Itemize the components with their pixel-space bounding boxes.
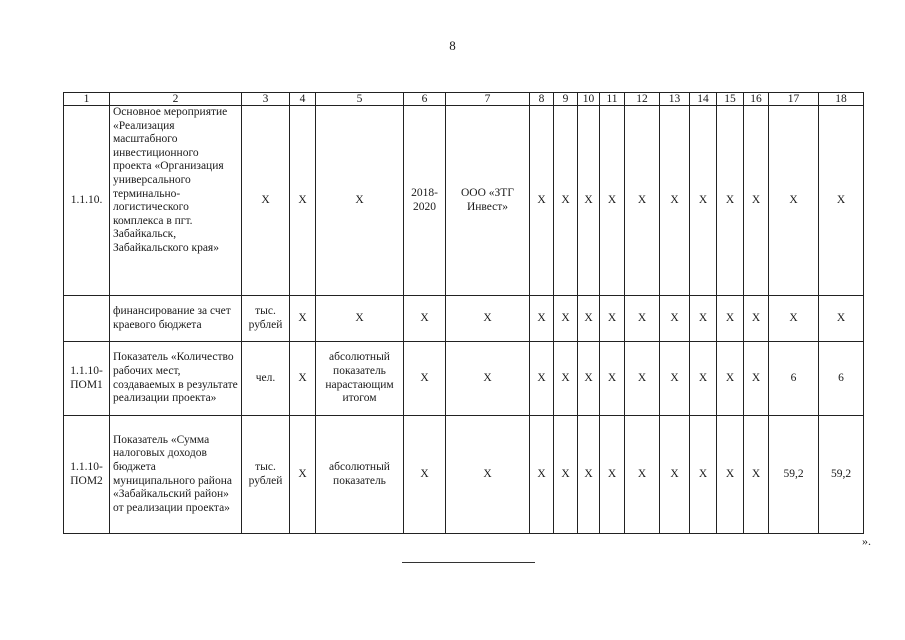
table-cell: абсолютный показатель нарастающим итогом xyxy=(316,342,404,416)
header-cell: 4 xyxy=(290,93,316,106)
table-cell: X xyxy=(600,416,625,534)
table-cell: X xyxy=(625,416,660,534)
header-cell: 16 xyxy=(744,93,769,106)
table-cell: 6 xyxy=(819,342,864,416)
table-cell: X xyxy=(530,416,554,534)
table-cell: X xyxy=(530,296,554,342)
table-cell: X xyxy=(578,106,600,296)
table-cell: X xyxy=(744,106,769,296)
table-cell: X xyxy=(404,296,446,342)
header-cell: 12 xyxy=(625,93,660,106)
table-cell: X xyxy=(578,342,600,416)
table-cell: X xyxy=(717,416,744,534)
table-cell: X xyxy=(530,342,554,416)
table-cell: X xyxy=(660,296,690,342)
table-cell: X xyxy=(625,296,660,342)
table-cell: 59,2 xyxy=(819,416,864,534)
table-row xyxy=(64,296,864,342)
header-cell: 6 xyxy=(404,93,446,106)
header-cell: 3 xyxy=(242,93,290,106)
table-cell: X xyxy=(717,342,744,416)
table-cell: X xyxy=(316,296,404,342)
table-cell: X xyxy=(819,296,864,342)
table-cell: X xyxy=(554,416,578,534)
table-cell: X xyxy=(242,106,290,296)
table-cell: X xyxy=(744,342,769,416)
row-description: Основное мероприятие «Реализация масштабного инвестиционного проекта «Организация универсального терминально-логистического комплекса в пгт. Забайкальск, Забайкальского края» xyxy=(110,106,242,296)
table-cell: X xyxy=(690,106,717,296)
table-cell: X xyxy=(404,416,446,534)
table-cell: тыс. рублей xyxy=(242,416,290,534)
table-cell: X xyxy=(690,416,717,534)
table-cell: X xyxy=(446,342,530,416)
table-cell: X xyxy=(625,342,660,416)
table-cell: X xyxy=(554,106,578,296)
table-cell: X xyxy=(600,106,625,296)
table-cell: X xyxy=(578,296,600,342)
table-cell: X xyxy=(290,416,316,534)
row-description: финансирование за счет краевого бюджета xyxy=(110,296,242,342)
table-cell: X xyxy=(554,296,578,342)
table-cell: X xyxy=(290,342,316,416)
program-table xyxy=(63,92,864,534)
table-cell: 2018-2020 xyxy=(404,106,446,296)
header-cell: 13 xyxy=(660,93,690,106)
table-cell: X xyxy=(600,296,625,342)
header-cell: 1 xyxy=(64,93,110,106)
row-description: Показатель «Сумма налоговых доходов бюджета муниципального района «Забайкальский район» от реализации проекта» xyxy=(110,416,242,534)
table-cell: X xyxy=(530,106,554,296)
closing-quote: ». xyxy=(862,534,871,548)
header-cell: 7 xyxy=(446,93,530,106)
row-description: Показатель «Количество рабочих мест, создаваемых в результате реализации проекта» xyxy=(110,342,242,416)
table-cell: X xyxy=(446,296,530,342)
table-cell: X xyxy=(600,342,625,416)
header-cell: 18 xyxy=(819,93,864,106)
table-cell: X xyxy=(690,342,717,416)
header-cell: 9 xyxy=(554,93,578,106)
table-cell: X xyxy=(769,106,819,296)
table-cell: X xyxy=(660,416,690,534)
table-cell: 59,2 xyxy=(769,416,819,534)
row-code: 1.1.10-ПОМ1 xyxy=(64,342,110,416)
header-cell: 8 xyxy=(530,93,554,106)
table-cell: X xyxy=(744,296,769,342)
table-cell: X xyxy=(717,106,744,296)
header-cell: 5 xyxy=(316,93,404,106)
table-cell: X xyxy=(769,296,819,342)
header-cell: 17 xyxy=(769,93,819,106)
table-cell: X xyxy=(625,106,660,296)
table-cell: чел. xyxy=(242,342,290,416)
table-cell: X xyxy=(819,106,864,296)
table-row xyxy=(64,416,864,534)
table-cell: X xyxy=(316,106,404,296)
row-code xyxy=(64,296,110,342)
row-code: 1.1.10. xyxy=(64,106,110,296)
table-cell: X xyxy=(744,416,769,534)
header-row xyxy=(64,93,864,106)
table-cell: абсолютный показатель xyxy=(316,416,404,534)
row-code: 1.1.10-ПОМ2 xyxy=(64,416,110,534)
separator-line xyxy=(402,562,535,563)
table-cell: X xyxy=(404,342,446,416)
header-cell: 10 xyxy=(578,93,600,106)
table-cell: X xyxy=(690,296,717,342)
table-cell: X xyxy=(660,342,690,416)
table-cell: ООО «ЗТГ Инвест» xyxy=(446,106,530,296)
table-cell: X xyxy=(660,106,690,296)
table-cell: X xyxy=(290,296,316,342)
table-cell: X xyxy=(290,106,316,296)
header-cell: 15 xyxy=(717,93,744,106)
table-row xyxy=(64,106,864,296)
header-cell: 2 xyxy=(110,93,242,106)
header-cell: 11 xyxy=(600,93,625,106)
table-cell: X xyxy=(446,416,530,534)
page-number: 8 xyxy=(449,38,456,53)
table-cell: X xyxy=(717,296,744,342)
table-row xyxy=(64,342,864,416)
table-cell: тыс. рублей xyxy=(242,296,290,342)
header-cell: 14 xyxy=(690,93,717,106)
table-cell: X xyxy=(554,342,578,416)
table-cell: X xyxy=(578,416,600,534)
table-cell: 6 xyxy=(769,342,819,416)
